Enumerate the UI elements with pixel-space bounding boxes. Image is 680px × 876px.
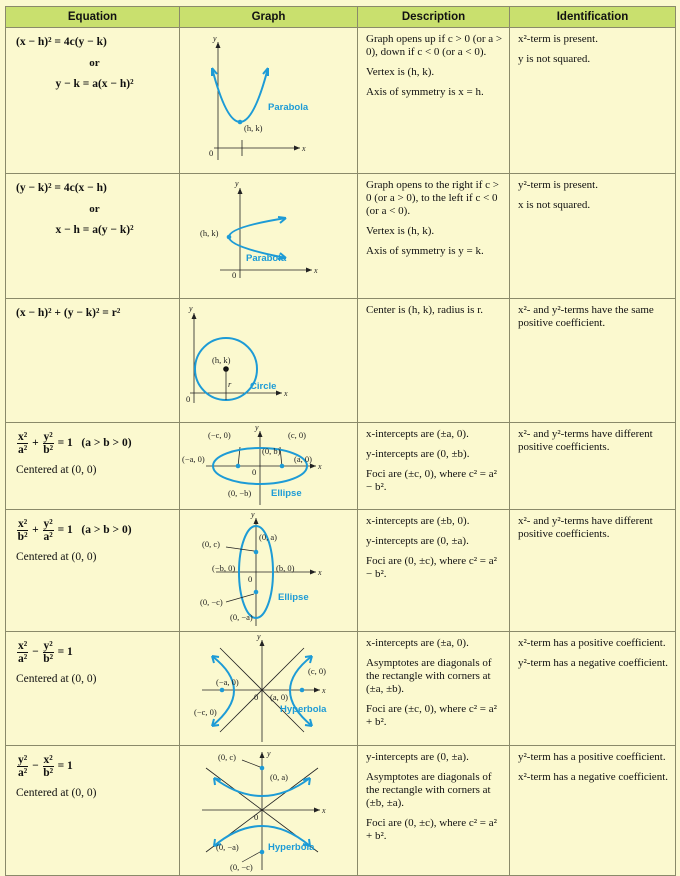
fraction-2: $\frac{\text{y²}}{\text{a²}}$ [43, 518, 53, 543]
equation-formula [16, 754, 173, 779]
graph-label-parabola: Parabola [268, 102, 309, 113]
equation-line-1: (x − h)² + (y − k)² = r² [16, 307, 121, 319]
x-axis-label: x [322, 686, 326, 695]
graph-cell [180, 632, 358, 746]
x-axis-label: x [314, 266, 318, 275]
equation-cell [6, 28, 180, 174]
description-text: Graph opens to the right if c > 0 (or a > 0), to the left if c < 0 (or a < 0). [366, 179, 499, 217]
identification-text: x²- and y²-terms have the same positive coefficient. [518, 304, 654, 329]
graph-label-ellipse: Ellipse [278, 592, 309, 603]
graph-cell [180, 28, 358, 174]
radius-label: r [228, 379, 232, 389]
point-label: (0, −a) [230, 612, 253, 622]
point-label: (−a, 0) [182, 454, 205, 464]
identification-cell [510, 28, 676, 174]
y-axis-label: y [189, 304, 193, 313]
equation-cell [6, 174, 180, 299]
equation-cell [6, 299, 180, 423]
graph-cell [180, 174, 358, 299]
row-parabola-horizontal [6, 174, 676, 299]
parabola-right-graph [180, 174, 358, 297]
identification-text: y²-term has a negative coefficient. [518, 657, 668, 669]
point-label: (−c, 0) [194, 707, 217, 717]
description-text: Asymptotes are diagonals of the rectangle with corners at (±b, ±a). [366, 771, 492, 809]
header-row [6, 7, 676, 28]
y-axis-label: y [267, 749, 271, 758]
operator: − [32, 760, 39, 773]
identification-cell [510, 632, 676, 746]
point-label: (0, a) [259, 532, 277, 542]
identification-text: y is not squared. [518, 53, 591, 65]
y-axis-label: y [251, 510, 255, 519]
x-axis-label: x [284, 389, 288, 398]
graph-label-ellipse: Ellipse [271, 488, 302, 499]
description-text: Graph opens up if c > 0 (or a > 0), down if c < 0 (or a < 0). [366, 33, 503, 58]
vertex-point [227, 235, 232, 240]
point-label: (c, 0) [288, 430, 306, 440]
description-cell [358, 299, 510, 423]
equation-formula [16, 431, 173, 456]
equation-line-2: y − k = a(x − h)² [55, 78, 134, 90]
condition: (a > b > 0) [81, 524, 132, 537]
centered-note: Centered at (0, 0) [16, 464, 97, 476]
identification-cell [510, 510, 676, 632]
equation-cell [6, 746, 180, 876]
point-label: (0, b) [262, 446, 281, 456]
equation-formula [16, 518, 173, 543]
condition: (a > b > 0) [81, 437, 132, 450]
operator: − [32, 646, 39, 659]
fraction-1: $\frac{\text{x²}}{\text{b²}}$ [17, 518, 28, 543]
point-label: (−b, 0) [212, 563, 236, 573]
description-text: y-intercepts are (0, ±b). [366, 448, 470, 460]
row-hyperbola-horizontal [6, 632, 676, 746]
focus-bottom [260, 850, 265, 855]
operator: + [32, 437, 39, 450]
vertex-point [238, 120, 243, 125]
focus-right [300, 688, 305, 693]
description-cell [358, 632, 510, 746]
identification-text: x is not squared. [518, 199, 591, 211]
point-label: (0, −b) [228, 488, 252, 498]
row-ellipse-vertical [6, 510, 676, 632]
identification-cell [510, 423, 676, 510]
equation-cell [6, 510, 180, 632]
header-equation: Equation [6, 7, 180, 28]
fraction-1: $\frac{\text{x²}}{\text{a²}}$ [18, 431, 28, 456]
operator: + [32, 524, 39, 537]
description-text: Foci are (±c, 0), where c² = a² + b². [366, 703, 497, 728]
fraction-2: $\frac{\text{y²}}{\text{b²}}$ [43, 431, 54, 456]
point-label: (a, 0) [270, 692, 288, 702]
fraction-1: $\frac{\text{y²}}{\text{a²}}$ [18, 754, 28, 779]
description-text: Vertex is (h, k). [366, 225, 435, 237]
conic-sections-table [5, 6, 676, 876]
y-axis-label: y [235, 179, 239, 188]
x-axis-label: x [318, 568, 322, 577]
vertex-label: (h, k) [200, 228, 219, 238]
x-axis-label: x [322, 806, 326, 815]
fraction-1: $\frac{\text{x²}}{\text{a²}}$ [18, 640, 28, 665]
graph-label-hyperbola: Hyperbola [280, 704, 327, 715]
parabola-curve [229, 218, 286, 258]
graph-label-hyperbola: Hyperbola [268, 842, 315, 853]
row-circle [6, 299, 676, 423]
description-cell [358, 510, 510, 632]
rhs: = 1 [57, 437, 73, 450]
focus-bottom [254, 590, 259, 595]
focus-left [236, 464, 241, 469]
identification-text: y²-term has a positive coefficient. [518, 751, 666, 763]
origin-label: 0 [248, 574, 253, 584]
point-label: (b, 0) [276, 563, 295, 573]
row-hyperbola-vertical [6, 746, 676, 876]
origin-label: 0 [252, 467, 257, 477]
description-cell [358, 28, 510, 174]
description-text: x-intercepts are (±a, 0). [366, 637, 469, 649]
identification-text: x²-term has a negative coefficient. [518, 771, 668, 783]
row-ellipse-horizontal [6, 423, 676, 510]
point-label: (0, −c) [230, 862, 253, 872]
rhs: = 1 [57, 646, 73, 659]
origin-label: 0 [254, 812, 259, 822]
focus-top [254, 550, 259, 555]
description-text: Axis of symmetry is y = k. [366, 245, 484, 257]
focus-left [220, 688, 225, 693]
identification-text: x²- and y²-terms have different positive coefficients. [518, 515, 653, 540]
point-label: (0, a) [270, 772, 288, 782]
equation-line-2: x − h = a(y − k)² [55, 224, 134, 236]
identification-cell [510, 746, 676, 876]
graph-cell [180, 746, 358, 876]
rhs: = 1 [57, 524, 73, 537]
equation-or: or [89, 57, 100, 69]
centered-note: Centered at (0, 0) [16, 787, 97, 799]
description-text: Asymptotes are diagonals of the rectangle with corners at (±a, ±b). [366, 657, 492, 695]
ellipse-vertical-graph [180, 510, 358, 630]
parabola-up-graph [180, 28, 358, 172]
origin-label: 0 [186, 394, 191, 404]
y-axis-label: y [255, 423, 259, 432]
circle-graph [180, 299, 358, 421]
description-text: Foci are (0, ±c), where c² = a² + b². [366, 817, 497, 842]
y-axis-label: y [213, 34, 217, 43]
focus-top [260, 766, 265, 771]
identification-cell [510, 174, 676, 299]
point-label: (−a, 0) [216, 677, 239, 687]
focus-right [280, 464, 285, 469]
hyperbola-vertical-graph [180, 746, 358, 872]
header-description: Description [358, 7, 510, 28]
point-label: (−c, 0) [208, 430, 231, 440]
header-identification: Identification [510, 7, 676, 28]
description-text: x-intercepts are (±a, 0). [366, 428, 469, 440]
point-label: (0, c) [218, 752, 236, 762]
vertex-label: (h, k) [244, 123, 263, 133]
header-graph: Graph [180, 7, 358, 28]
description-text: Axis of symmetry is x = h. [366, 86, 484, 98]
identification-cell [510, 299, 676, 423]
hyperbola-horizontal-graph [180, 632, 358, 744]
point-label: (a, 0) [294, 454, 312, 464]
equation-line-1: (y − k)² = 4c(x − h) [16, 182, 107, 194]
point-label: (0, −a) [216, 842, 239, 852]
description-text: y-intercepts are (0, ±a). [366, 535, 469, 547]
graph-cell [180, 510, 358, 632]
identification-text: y²-term is present. [518, 179, 598, 191]
description-text: Center is (h, k), radius is r. [366, 304, 484, 316]
row-parabola-vertical [6, 28, 676, 174]
center-label: (h, k) [212, 355, 231, 365]
ellipse-horizontal-graph [180, 423, 358, 508]
rhs: = 1 [57, 760, 73, 773]
identification-text: x²- and y²-terms have different positive coefficients. [518, 428, 653, 453]
graph-label-circle: Circle [250, 381, 277, 392]
graph-cell [180, 423, 358, 510]
equation-formula [16, 640, 173, 665]
y-axis-label: y [257, 632, 261, 641]
origin-label: 0 [232, 270, 237, 280]
equation-cell [6, 632, 180, 746]
equation-line-1: (x − h)² = 4c(y − k) [16, 36, 107, 48]
description-cell [358, 174, 510, 299]
description-text: Foci are (0, ±c), where c² = a² − b². [366, 555, 497, 580]
point-label: (0, −c) [200, 597, 223, 607]
x-axis-label: x [318, 462, 322, 471]
centered-note: Centered at (0, 0) [16, 673, 97, 685]
origin-label: 0 [254, 692, 259, 702]
equation-or: or [89, 203, 100, 215]
description-cell [358, 746, 510, 876]
graph-label-parabola: Parabola [246, 253, 287, 264]
x-axis-label: x [302, 144, 306, 153]
description-text: Foci are (±c, 0), where c² = a² − b². [366, 468, 497, 493]
description-text: y-intercepts are (0, ±a). [366, 751, 469, 763]
description-text: x-intercepts are (±b, 0). [366, 515, 470, 527]
identification-text: x²-term has a positive coefficient. [518, 637, 666, 649]
centered-note: Centered at (0, 0) [16, 551, 97, 563]
point-label: (c, 0) [308, 666, 326, 676]
equation-cell [6, 423, 180, 510]
identification-text: x²-term is present. [518, 33, 598, 45]
description-cell [358, 423, 510, 510]
graph-cell [180, 299, 358, 423]
fraction-2: $\frac{\text{y²}}{\text{b²}}$ [43, 640, 54, 665]
fraction-2: $\frac{\text{x²}}{\text{b²}}$ [43, 754, 54, 779]
origin-label: 0 [209, 148, 214, 158]
description-text: Vertex is (h, k). [366, 66, 435, 78]
point-label: (0, c) [202, 539, 220, 549]
parabola-curve [212, 68, 268, 122]
